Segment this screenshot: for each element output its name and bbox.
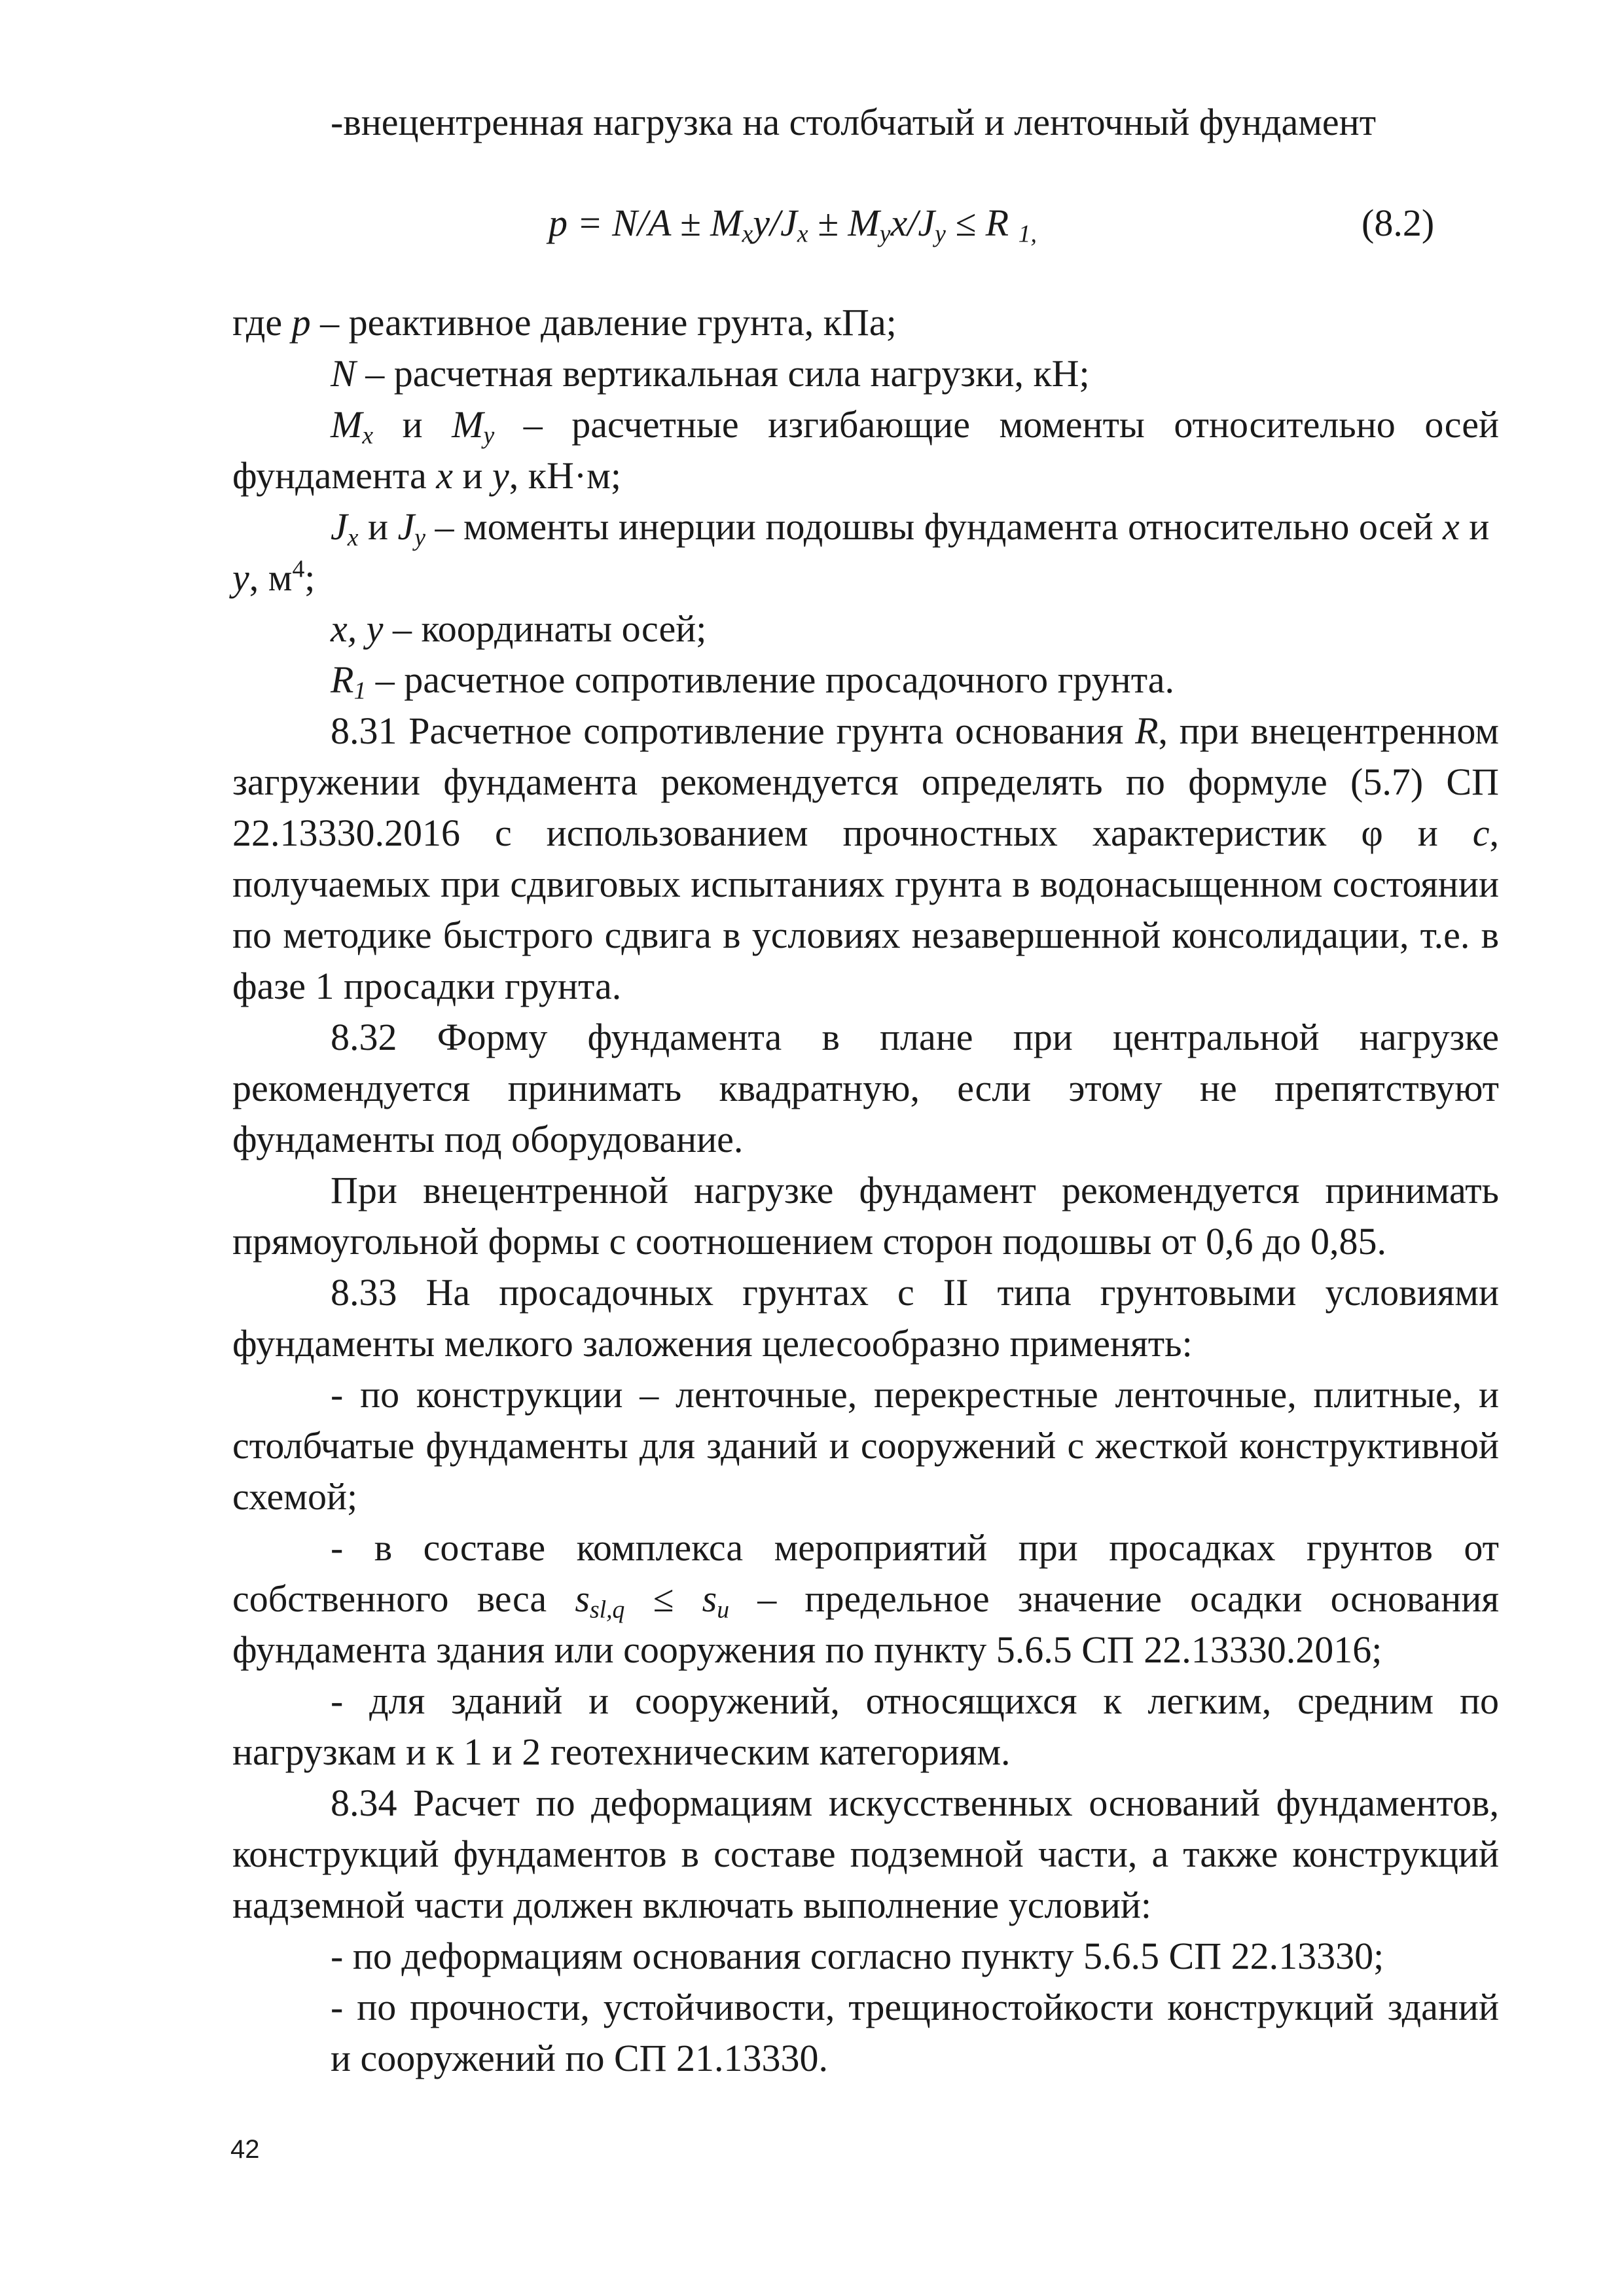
p831-line1: 8.31 Расчетное сопротивление грунта основания R, при внецентренном <box>331 709 1499 752</box>
definition-r1: $R_1$ – расчетное сопротивление просадочного грунта. <box>331 658 1174 705</box>
definition-j-line1: $J_x$ и $J_y$ – моменты инерции подошвы фундамента относительно осей x и <box>331 505 1490 552</box>
p834-line6: и сооружений по СП 21.13330. <box>331 2037 829 2079</box>
section-heading: -внецентренная нагрузка на столбчатый и ленточный фундамент <box>331 101 1377 143</box>
definition-j-line2: y, $м^4$; <box>232 555 316 599</box>
p833-line10: нагрузкам и к 1 и 2 геотехническим категориям. <box>232 1731 1011 1773</box>
p831-line6: фазе 1 просадки грунта. <box>232 965 622 1007</box>
p832-line5: прямоугольной формы с соотношением сторон подошвы от 0,6 до 0,85. <box>232 1220 1387 1263</box>
p834-line2: конструкций фундаментов в составе подземной части, а также конструкций <box>232 1833 1499 1875</box>
p833-line9: - для зданий и сооружений, относящихся к легким, средним по <box>331 1679 1499 1722</box>
p832-line3: фундаменты под оборудование. <box>232 1118 744 1160</box>
p831-line4: получаемых при сдвиговых испытаниях грунта в водонасыщенном состоянии <box>232 863 1499 905</box>
p833-line3: - по конструкции – ленточные, перекрестные ленточные, плитные, и <box>331 1373 1499 1416</box>
p831-line2: загружении фундамента рекомендуется определять по формуле (5.7) СП <box>232 761 1499 803</box>
p834-line3: надземной части должен включать выполнение условий: <box>232 1884 1152 1926</box>
definition-m-line1: $M_x$ и $M_y$ – расчетные изгибающие моменты относительно осей <box>331 403 1499 450</box>
p833-line7: собственного веса $s_{sl,q} \le s_u$ – предельное значение осадки основания <box>232 1577 1499 1624</box>
formula-number: (8.2) <box>1362 202 1435 244</box>
definition-p: где p – реактивное давление грунта, кПа; <box>232 301 897 344</box>
p832-line1: 8.32 Форму фундамента в плане при центральной нагрузке <box>331 1016 1499 1058</box>
definition-xy: x, y – координаты осей; <box>331 607 707 650</box>
p833-line5: схемой; <box>232 1475 358 1518</box>
page-number: 42 <box>230 2135 260 2164</box>
p833-line2: фундаменты мелкого заложения целесообразно применять: <box>232 1322 1193 1365</box>
definition-n: N – расчетная вертикальная сила нагрузки, кН; <box>331 352 1090 395</box>
p832-line4: При внецентренной нагрузке фундамент рекомендуется принимать <box>331 1169 1499 1211</box>
p834-line1: 8.34 Расчет по деформациям искусственных оснований фундаментов, <box>331 1782 1499 1824</box>
p833-line8: фундамента здания или сооружения по пункту 5.6.5 СП 22.13330.2016; <box>232 1628 1382 1671</box>
p834-line4: - по деформациям основания согласно пункту 5.6.5 СП 22.13330; <box>331 1935 1384 1977</box>
p831-line5: по методике быстрого сдвига в условиях незавершенной консолидации, т.е. в <box>232 914 1499 956</box>
p834-line5: - по прочности, устойчивости, трещиностойкости конструкций зданий <box>331 1986 1499 2028</box>
p833-line1: 8.33 На просадочных грунтах с II типа грунтовыми условиями <box>331 1271 1499 1314</box>
p833-line6: - в составе комплекса мероприятий при просадках грунтов от <box>331 1526 1499 1569</box>
p833-line4: столбчатые фундаменты для зданий и сооружений с жесткой конструктивной <box>232 1424 1499 1467</box>
formula-8-2: $p = N/A \pm M_xy/J_x \pm M_yx/J_y \le R$ $_{1,}$ <box>549 202 1037 248</box>
p832-line2: рекомендуется принимать квадратную, если этому не препятствуют <box>232 1067 1499 1109</box>
p831-line3: 22.13330.2016 с использованием прочностных характеристик φ и c, <box>232 812 1499 854</box>
definition-m-line2: фундамента x и y, кН·м; <box>232 454 621 497</box>
